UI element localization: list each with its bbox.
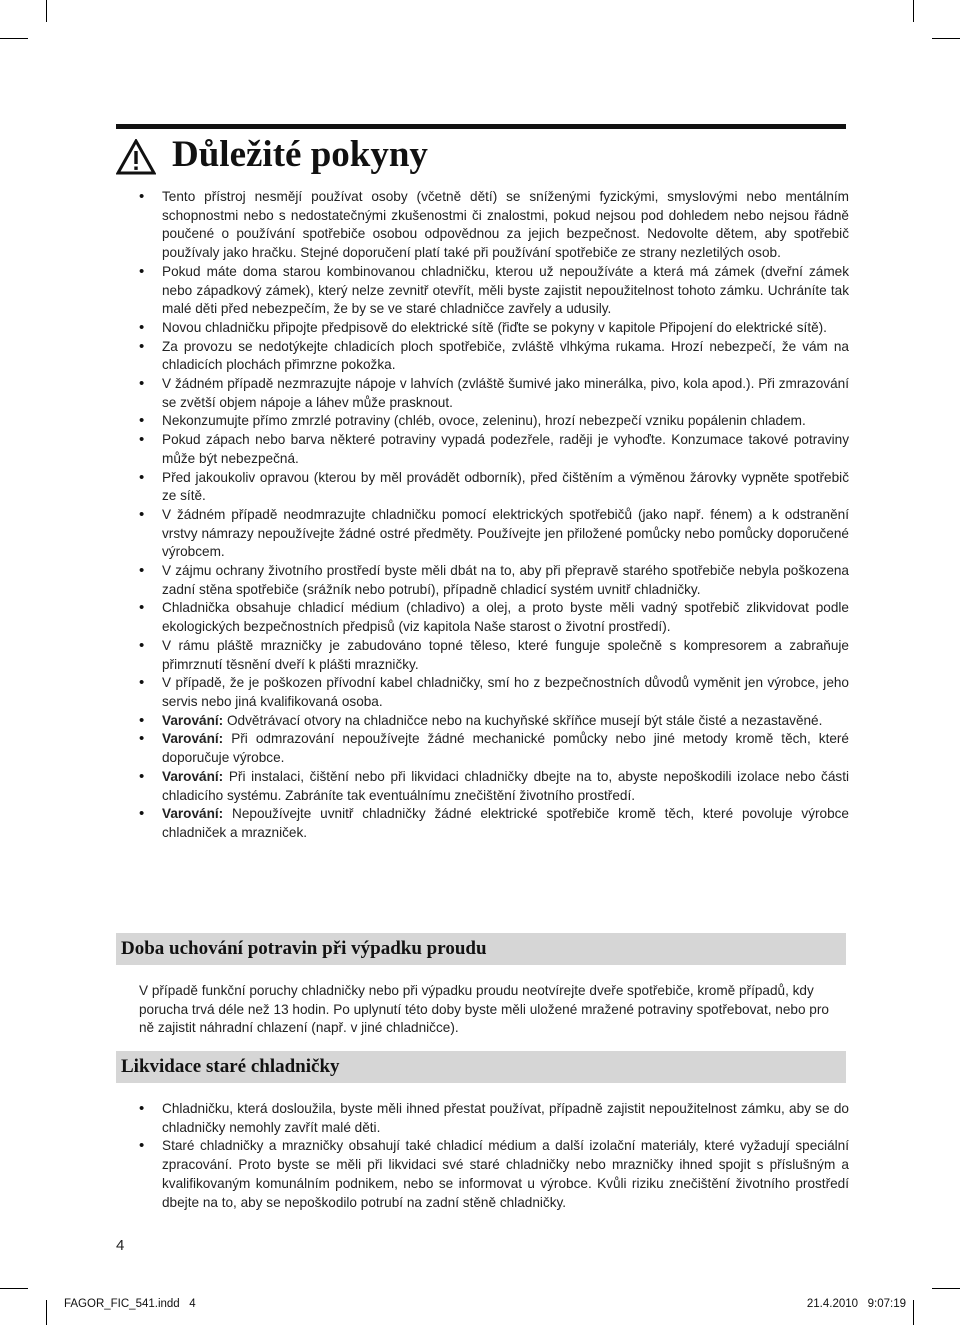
warning-item <box>139 805 849 842</box>
page-number: 4 <box>116 1237 125 1254</box>
header-rule <box>116 124 846 129</box>
warning-icon <box>116 139 156 175</box>
footer-timestamp: 21.4.2010 9:07:19 <box>806 1298 906 1310</box>
list-item: • Pokud zápach nebo barva některé potraviny vypadá podezřele, raději je vyhoďte. Konzumace takové potraviny může být nebezpečná. <box>139 431 849 468</box>
section-title: Likvidace staré chladničky <box>121 1056 340 1077</box>
list-item: • Před jakoukoliv opravou (kterou by měl provádět odborník), před čištěním a výměnou žárovky vypněte spotřebič ze sítě. <box>139 469 849 506</box>
safety-list <box>139 188 849 843</box>
page-title: Důležité pokyny <box>172 134 428 175</box>
warning-label: Varování: <box>162 731 224 747</box>
power-outage-paragraph: V případě funkční poruchy chladničky nebo při výpadku proudu neotvírejte dveře spotřebiče, kromě případů, kdy porucha trvá déle než 13 hodin. Po uplynutí této doby byste měli uložené mražené potraviny spotřebovat, nebo pro ně zajistit náhradní chlazení (např. v jiné chladničce). <box>139 983 829 1036</box>
warning-text: Při instalaci, čištění nebo při likvidaci chladničky dbejte na to, abyste nepoškodili izolace nebo části chladicího systému. Zabráníte tak eventuálnímu znečištění životního prostředí. <box>162 768 849 803</box>
warning-text: Odvětrávací otvory na chladničce nebo na kuchyňské skříňce musejí být stále čisté a nezastavěné. <box>223 712 823 728</box>
list-item: • Za provozu se nedotýkejte chladicích ploch spotřebiče, zvláště vlhkýma rukama. Hrozí nebezpečí, že vám na chladicích plochách přimrzne pokožka. <box>139 338 849 375</box>
list-item: • V případě, že je poškozen přívodní kabel chladničky, smí ho z bezpečnostních důvodů vyměnit jen výrobce, jeho servis nebo jiná kvalifikovaná osoba. <box>139 674 849 711</box>
crop-mark <box>0 1288 28 1289</box>
footer-file-name: FAGOR_FIC_541.indd 4 <box>64 1298 196 1310</box>
crop-mark <box>932 38 960 39</box>
list-item: • Chladničku, která dosloužila, byste měli ihned přestat používat, případně zajistit nepoužitelnost zámku, aby se do chladničky nemohly zavřít malé děti. <box>139 1100 849 1137</box>
warning-item <box>139 712 849 731</box>
title-row <box>116 133 846 181</box>
crop-mark <box>46 1300 47 1325</box>
list-item: • Pokud máte doma starou kombinovanou chladničku, kterou už nepoužíváte a která má zámek (dveřní zámek nebo západkový zámek), který nelze zevnitř otevřít, měli byste zajistit nepoužitelnost tohoto zámku. Uchráníte tak malé děti před nebezpečím, že by se ve staré chladničce zavřely a udusily. <box>139 263 849 319</box>
section-heading-disposal <box>116 1051 846 1083</box>
warning-item <box>139 730 849 767</box>
warning-text: Při odmrazování nepoužívejte žádné mechanické pomůcky nebo jiné metody kromě těch, které doporučuje výrobce. <box>162 731 849 766</box>
warning-label: Varování: <box>162 806 224 822</box>
list-item: • Novou chladničku připojte předpisově do elektrické sítě (řiďte se pokyny v kapitole Připojení do elektrické sítě). <box>139 319 849 338</box>
section-title: Doba uchování potravin při výpadku proudu <box>121 938 487 959</box>
list-item: • Staré chladničky a mrazničky obsahují také chladicí médium a další izolační materiály, které vyžadují speciální zpracování. Proto byste se měli při likvidaci své staré chladničky nebo mrazničky ihned spojit s příslušným a kvalifikovaným komunálním podnikem, nebo se informovat u výrobce. Kvůli riziku znečištění životního prostředí dbejte na to, aby se nepoškodilo potrubí na zadní stěně chladničky. <box>139 1137 849 1212</box>
crop-mark <box>46 0 47 22</box>
warning-item <box>139 768 849 805</box>
list-item: • Chladnička obsahuje chladicí médium (chladivo) a olej, a proto byste měli vadný spotřebič zlikvidovat podle ekologických bezpečnostních předpisů (viz kapitola Naše starost o životní prostředí). <box>139 599 849 636</box>
list-item: • Tento přístroj nesmějí používat osoby (včetně dětí) se sníženými fyzickými, smyslovými nebo mentálním schopnostmi nebo s nedostatečnými zkušenostmi či znalostmi, pokud nejsou pod dohledem nebo nejsou řádně poučené o používání spotřebiče osobou odpovědnou za jejich bezpečnost. Nedovolte dětem, aby spotřebič používaly jako hračku. Stejné doporučení platí také při používání spotřebiče ze strany nezletilých osob. <box>139 188 849 263</box>
list-item: • Nekonzumujte přímo zmrzlé potraviny (chléb, ovoce, zeleninu), hrozí nebezpečí vzniku popálenin chladem. <box>139 412 849 431</box>
crop-mark <box>913 0 914 22</box>
section-heading-power-outage <box>116 933 846 965</box>
crop-mark <box>913 1300 914 1325</box>
list-item: • V rámu pláště mrazničky je zabudováno topné těleso, které funguje společně s kompresorem a zabraňuje přimrznutí těsnění dveří k plášti mrazničky. <box>139 637 849 674</box>
list-item: • V žádném případě neodmrazujte chladničku pomocí elektrických spotřebičů (jako např. fénem) a k odstranění vrstvy námrazy nepoužívejte žádné ostré předměty. Používejte jen přiložené pomůcky nebo pomůcky doporučené výrobcem. <box>139 506 849 562</box>
warning-text: Nepoužívejte uvnitř chladničky žádné elektrické spotřebiče kromě těch, které povoluje výrobce chladniček a mrazniček. <box>162 806 849 840</box>
disposal-list <box>139 1100 849 1212</box>
crop-mark <box>932 1288 960 1289</box>
list-item: • V žádném případě nezmrazujte nápoje v lahvích (zvláště šumivé jako minerálka, pivo, kola apod.). Při zmrazování se zvětší objem nápoje a láhev může prasknout. <box>139 375 849 412</box>
crop-mark <box>0 38 28 39</box>
list-item: • V zájmu ochrany životního prostředí byste měli dbát na to, aby při přepravě starého spotřebiče nebyla poškozena zadní stěna spotřebiče (srážník nebo potrubí), případně chladicí systém uvnitř chladničky. <box>139 562 849 599</box>
warning-label: Varování: <box>162 712 224 728</box>
warning-label: Varování: <box>162 768 224 784</box>
